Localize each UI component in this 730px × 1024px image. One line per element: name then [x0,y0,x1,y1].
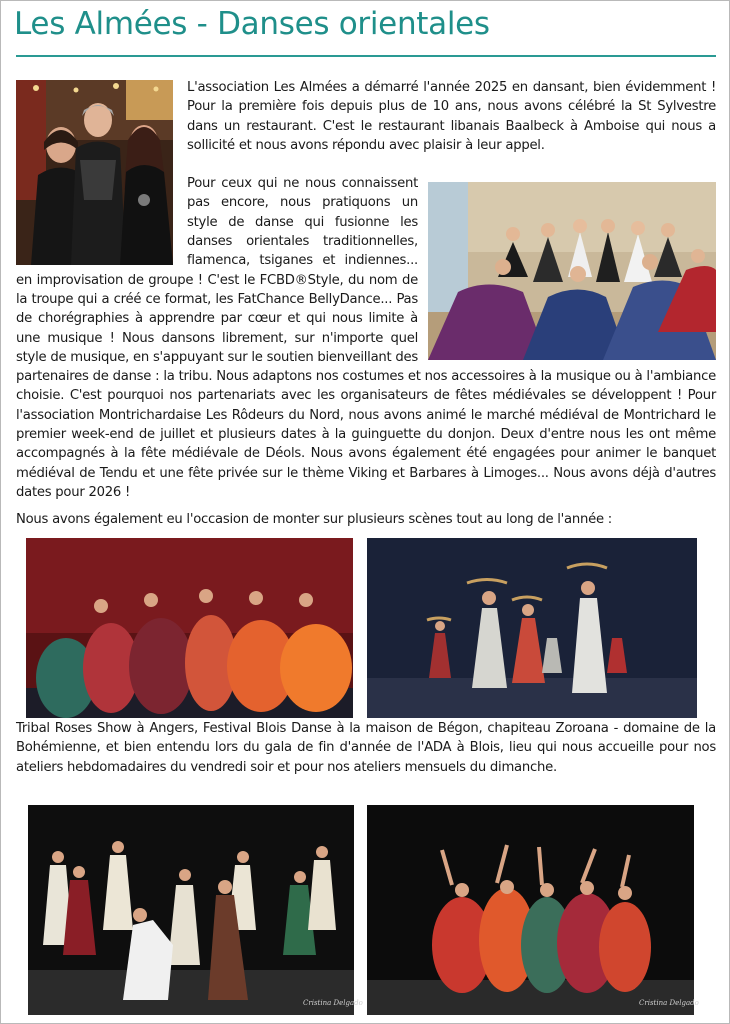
article-body [16,78,716,502]
photo-gala-medieval [28,805,363,1015]
photo-stage-tribal-roses [26,538,353,718]
photo-new-year-group [16,80,173,265]
paragraph-new-year: L'association Les Almées a démarré l'année 2025 en dansant, bien évidemment ! Pour la première fois depuis plus de 10 ans, nous avons célébré la St Sylvestre dans un restaurant. C'est le restaurant libanais Baalbeck à Amboise qui nous a sollicité et nous avons répondu avec plaisir à leur appel. [187,80,716,153]
photo-gala-tribal [367,805,699,1015]
title-divider [16,55,716,57]
scenes-intro: Nous avons également eu l'occasion de monter sur plusieurs scènes tout au long de l'année : [16,512,612,527]
photo-credit-1: Cristina Delgado [303,999,363,1007]
photo-medieval-festival-group [428,182,716,360]
photo-credit-2: Cristina Delgado [639,999,699,1007]
page-title: Les Almées - Danses orientales [14,6,490,42]
scenes-caption: Tribal Roses Show à Angers, Festival Blois Danse à la maison de Bégon, chapiteau Zoroana - domaine de la Bohémienne, et bien entendu lors du gala de fin d'année de l'ADA à Blois, lieu qui nous accueille pour nos ateliers hebdomadaires du vendredi soir et pour nos ateliers mensuels du dimanche. [16,721,716,775]
photo-stage-canes [367,538,697,718]
paragraph-style-text: Pour ceux qui ne nous connaissent pas encore, nous pratiquons un style de danse qui fusionne les danses orientales traditionnelles, flamenca, tsiganes et indiennes... en improvisation de groupe ! C'est le FCBD®Style, du nom de la troupe qui a créé ce format, les FatChance BellyDance... Pas de chorégraphies à apprendre par cœur et qui nous limite à une musique ! Nous dansons librement, sur n'importe quel style de musique, en s'appuyant sur le soutien bienveillant des partenaires de danse : la tribu. Nous adaptons nos costumes et nos accessoires à la musique ou à l'ambiance choisie. C'est pourquoi nos partenariats avec les organisateurs de fêtes médiévales se développent ! Pour l'association Montrichardaise Les Rôdeurs du Nord, nous avons animé le marché médiéval de Montrichard le premier week-end de juillet et plusieurs dates à la guinguette du donjon. Deux d'entre nous les ont même accompagnés à la fête médiévale de Déols. Nous avons également été engagées pour animer le banquet médiéval de Tendu et une fête privée sur le thème Viking et Barbares à Limoges... Nous avons déjà d'autres dates pour 2026 ! [16,176,716,500]
